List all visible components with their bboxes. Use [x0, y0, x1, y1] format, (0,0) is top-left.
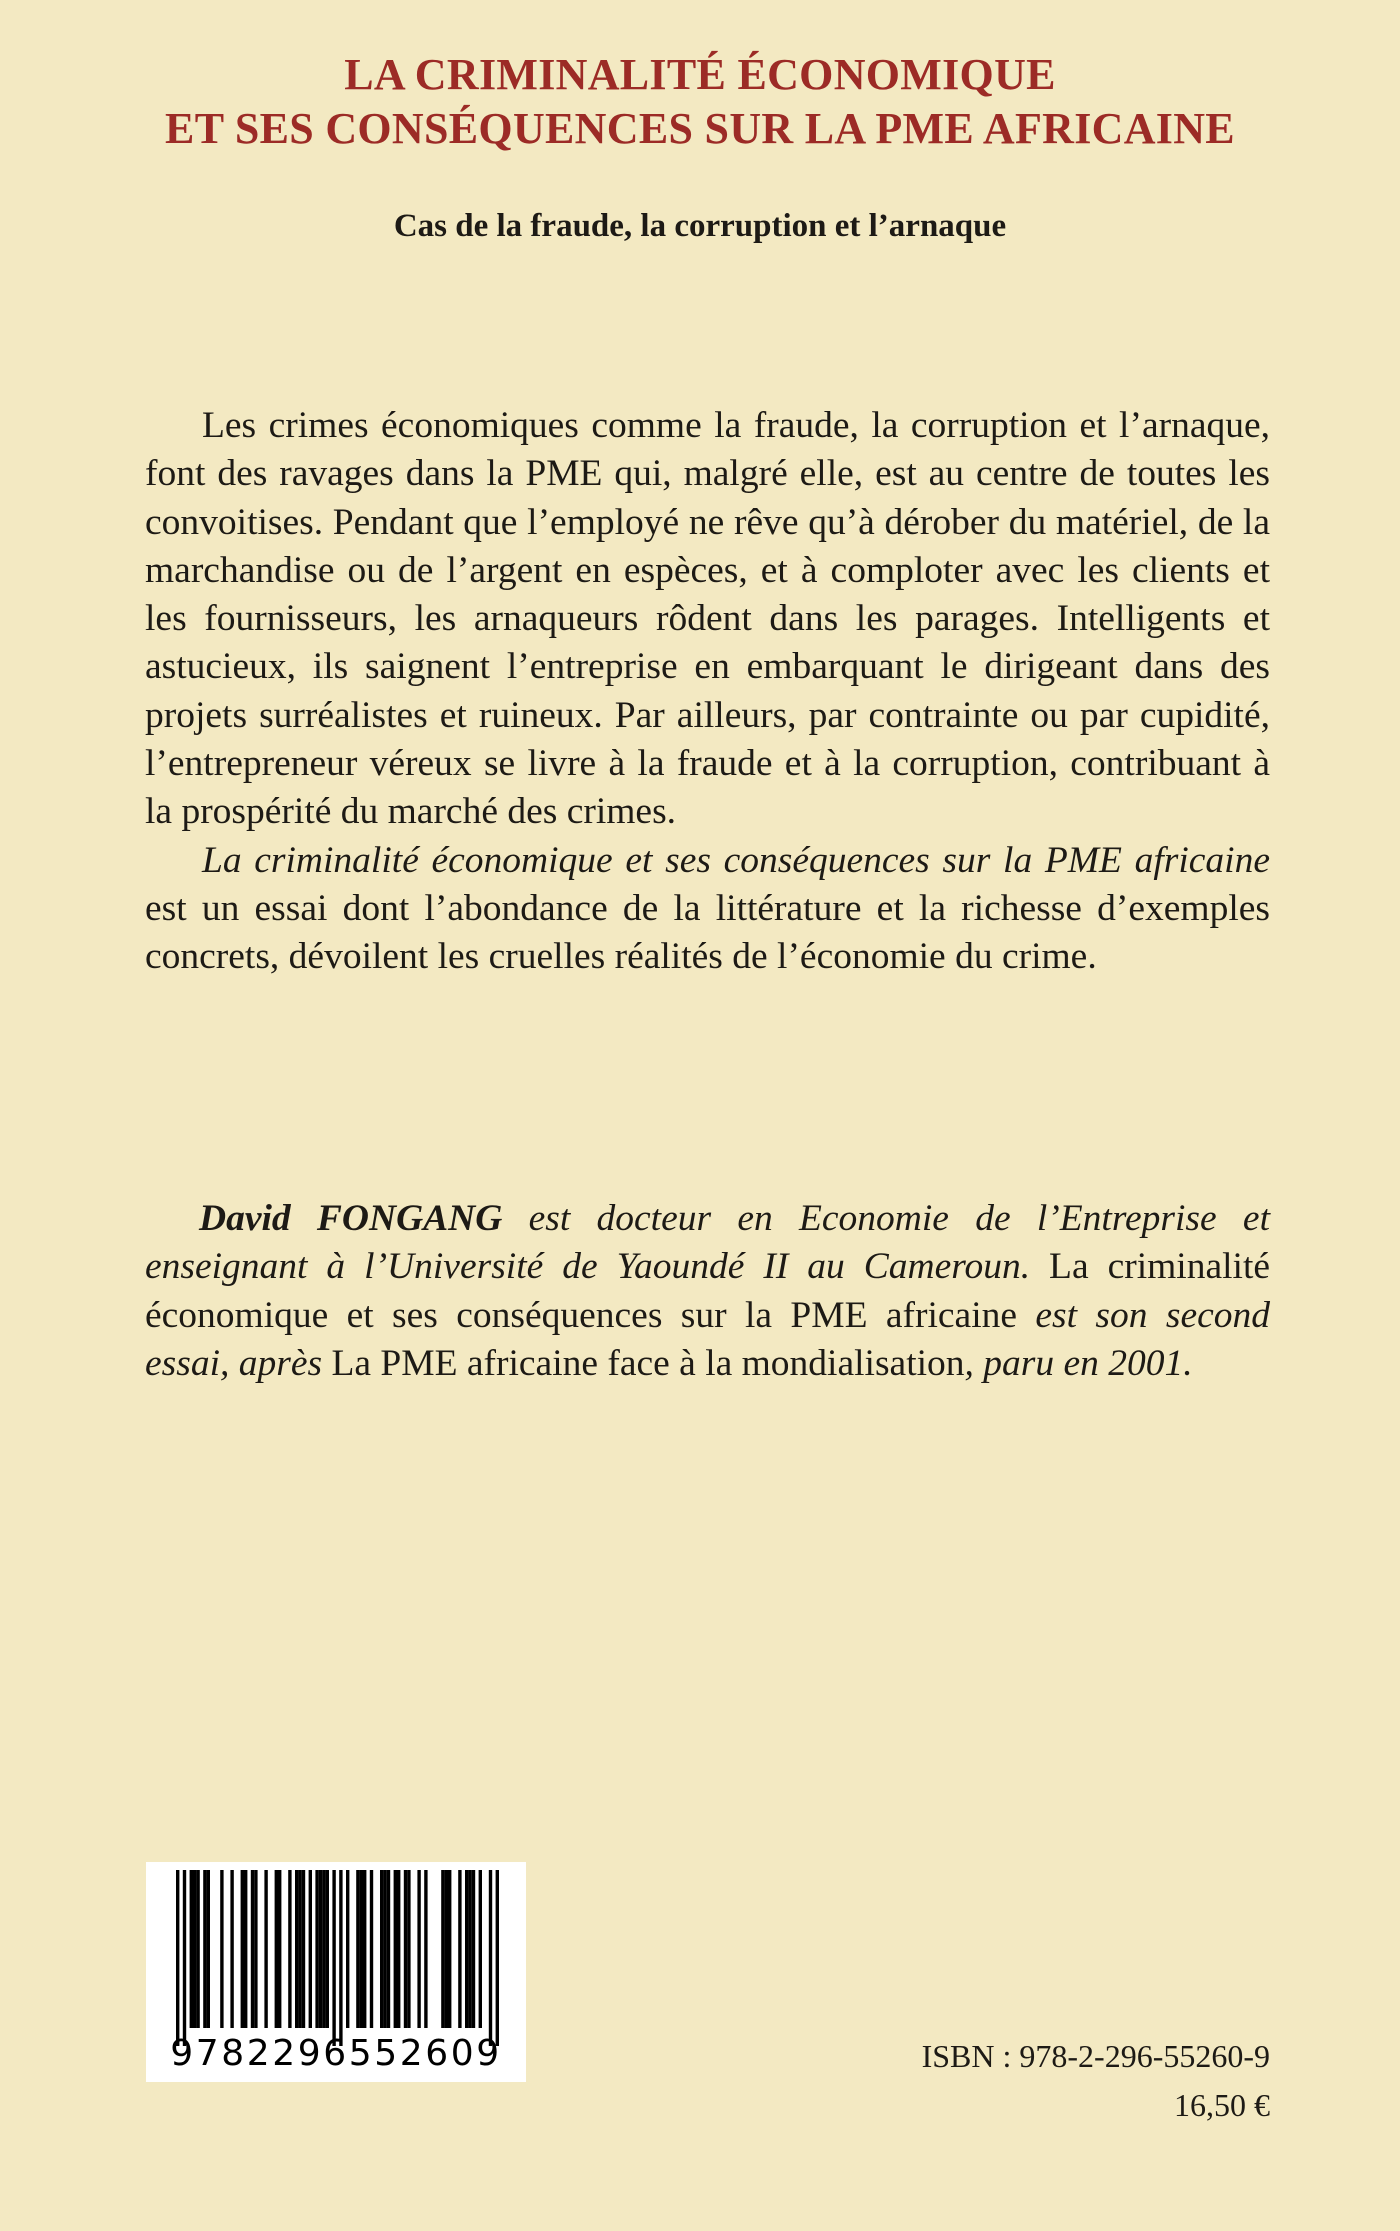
author-bio-part-3: est son second essai, après — [145, 1294, 1270, 1384]
isbn-number: ISBN : 978-2-296-55260-9 — [921, 2038, 1270, 2074]
book-subtitle: Cas de la fraude, la corruption et l’arnaque — [393, 208, 1007, 244]
barcode-bar — [295, 1870, 298, 2028]
blurb-title-reference: La criminalité économique et ses conséquences sur la PME africaine — [202, 839, 1270, 881]
barcode-bar — [489, 1870, 492, 2046]
barcode-bar — [404, 1870, 407, 2028]
blurb-paragraph-2 — [145, 837, 1270, 982]
barcode-bar — [278, 1870, 281, 2028]
barcode-bar — [190, 1870, 193, 2028]
barcode-bar — [244, 1870, 247, 2028]
barcode-bar — [346, 1870, 349, 2028]
barcode-bar — [251, 1870, 254, 2028]
barcode-bar — [458, 1870, 461, 2028]
title-line-2: ET SES CONSÉQUENCES SUR LA PME AFRICAINE — [165, 104, 1235, 153]
barcode-bar — [370, 1870, 373, 2028]
barcode-bar — [193, 1870, 196, 2028]
author-bio-part-1: est docteur en Economie de l’Entreprise et enseignant à l’Université de Yaoundé II au Cameroun. — [145, 1198, 1270, 1288]
barcode-bar — [288, 1870, 291, 2028]
barcode-bar — [332, 1870, 335, 2046]
barcode-bar — [448, 1870, 451, 2028]
barcode-bar — [424, 1870, 427, 2028]
barcode-bar — [207, 1870, 210, 2028]
barcode-bar — [319, 1870, 322, 2028]
author-bio — [145, 1195, 1270, 1388]
barcode-bar — [302, 1870, 305, 2028]
author-bio-part-2: La criminalité économique et ses conséquences sur la PME africaine — [145, 1246, 1271, 1336]
blurb-paragraph-2-text: est un essai dont l’abondance de la littérature et la richesse d’exemples concrets, dévoilent les cruelles réalités de l’économie du crime. — [145, 887, 1270, 978]
barcode-bar — [230, 1870, 233, 2028]
author-bio-part-5: , paru en 2001. — [964, 1342, 1193, 1384]
barcode-bar — [275, 1870, 278, 2028]
barcode-bar — [417, 1870, 420, 2028]
barcode-bar — [326, 1870, 329, 2028]
price: 16,50 € — [1174, 2087, 1270, 2123]
barcode-bar — [356, 1870, 359, 2028]
barcode-bar — [298, 1870, 301, 2028]
barcode-bar — [196, 1870, 199, 2028]
barcode-bar — [220, 1870, 223, 2028]
barcode-bar — [363, 1870, 366, 2028]
barcode-bar — [441, 1870, 444, 2028]
title-line-1: LA CRIMINALITÉ ÉCONOMIQUE — [344, 50, 1056, 99]
barcode-bar — [394, 1870, 397, 2028]
book-title — [0, 48, 1400, 156]
author-name: David FONGANG — [199, 1198, 503, 1239]
barcode-bar — [479, 1870, 482, 2028]
barcode-bar — [241, 1870, 244, 2028]
barcode-bar — [468, 1870, 471, 2028]
barcode-bar — [322, 1870, 325, 2028]
barcode-bar — [496, 1870, 499, 2046]
barcode-digits: 9782296552609 — [170, 2033, 502, 2074]
blurb-text — [145, 402, 1270, 982]
blurb-paragraph-1: Les crimes économiques comme la fraude, la corruption et l’arnaque, font des ravages dans la PME qui, malgré elle, est au centre de toutes les convoitises. Pendant que l’employé ne rêve qu’à dérober du matériel, de la marchandise ou de l’argent en espèces, et à comploter avec les clients et les fournisseurs, les arnaqueurs rôdent dans les parages. Intelligents et astucieux, ils saignent l’entreprise en embarquant le dirigeant dans des projets surréalistes et ruineux. Par ailleurs, par contrainte ou par cupidité, l’entrepreneur véreux se livre à la fraude et à la corruption, contribuant à la prospérité du marché des crimes. — [145, 405, 1270, 833]
barcode-bar — [445, 1870, 448, 2028]
barcode-bar — [315, 1870, 318, 2028]
barcode-bar — [203, 1870, 206, 2028]
barcode-bar — [472, 1870, 475, 2028]
barcode-bar — [339, 1870, 342, 2046]
barcode-bar — [264, 1870, 267, 2028]
barcode-bar — [383, 1870, 386, 2028]
barcode — [146, 1862, 526, 2082]
barcode-bar — [397, 1870, 400, 2028]
barcode-bar — [360, 1870, 363, 2028]
barcode-bar — [176, 1870, 179, 2046]
barcode-bar — [387, 1870, 390, 2028]
barcode-bar — [465, 1870, 468, 2028]
barcode-bar — [254, 1870, 257, 2028]
barcode-bar — [183, 1870, 186, 2046]
author-bio-part-4: La PME africaine face à la mondialisation — [322, 1342, 965, 1384]
barcode-bar — [380, 1870, 383, 2028]
barcode-bar — [407, 1870, 410, 2028]
barcode-bar — [309, 1870, 312, 2028]
